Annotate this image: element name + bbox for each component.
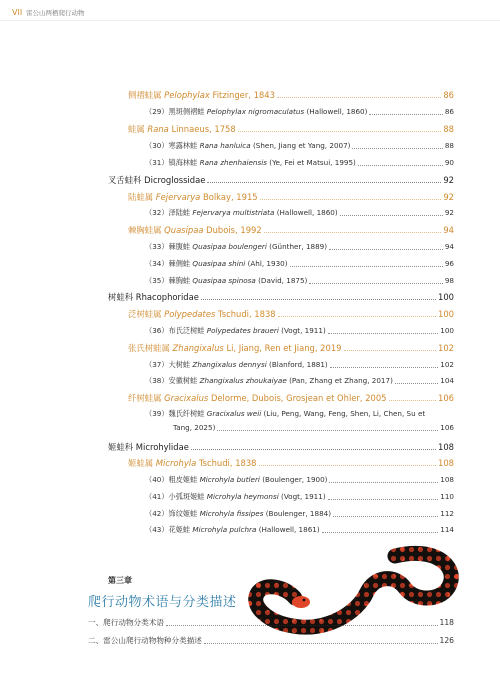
latin-name: Microhylidae xyxy=(135,442,189,452)
section-title: 二、雷公山爬行动物物种分类描述 xyxy=(88,636,202,645)
latin-name: Microhyla xyxy=(155,458,197,468)
author-citation: (Hallowell, 1860) xyxy=(306,107,368,116)
latin-name: Dicroglossidae xyxy=(144,175,206,185)
chinese-name: 姬蛙科 xyxy=(108,442,134,452)
chinese-name: 叉舌蛙科 xyxy=(108,175,142,185)
author-citation: (David, 1875) xyxy=(258,276,308,285)
chinese-name: 姬蛙属 xyxy=(128,458,154,468)
toc-entry-label xyxy=(145,374,393,388)
chinese-name: 镇海林蛙 xyxy=(168,158,198,167)
leader-dots xyxy=(358,164,443,166)
chinese-name: 纤树蛙属 xyxy=(128,393,162,403)
leader-dots xyxy=(290,265,443,267)
toc-entry-label xyxy=(145,139,350,153)
toc-page-number: 92 xyxy=(443,192,454,202)
leader-dots xyxy=(277,96,441,98)
author-citation: (Vogt, 1911) xyxy=(281,492,326,501)
running-title: 雷公山两栖爬行动物 xyxy=(26,9,85,17)
toc-page-number: 88 xyxy=(443,124,454,134)
chinese-name: 黑斑侧褶蛙 xyxy=(168,107,205,116)
author-citation: Linnaeus, 1758 xyxy=(171,124,236,134)
leader-dots xyxy=(333,515,438,517)
leader-dots xyxy=(328,498,439,500)
latin-name: Rhacophoridae xyxy=(135,292,199,302)
toc-page-number: 96 xyxy=(444,259,454,268)
leader-dots xyxy=(344,349,437,351)
chinese-name: 树蛙科 xyxy=(108,292,134,302)
latin-name: Rana hanluica xyxy=(199,141,251,150)
author-citation: (Shen, Jiang et Yang, 2007) xyxy=(252,141,351,150)
toc-entry-label xyxy=(145,507,331,521)
toc-page-number: 88 xyxy=(444,141,454,150)
chapter-title: 爬行动物术语与分类描述 xyxy=(88,595,237,610)
toc-page-number: 110 xyxy=(440,492,454,501)
author-citation: Li, Jiang, Ren et Jiang, 2019 xyxy=(226,343,342,353)
toc-entry-label xyxy=(128,223,262,237)
toc-page-number: 86 xyxy=(444,107,454,116)
latin-name: Gracixalus xyxy=(164,393,209,403)
page-number: VII xyxy=(12,8,23,17)
latin-name: Gracixalus weii xyxy=(206,409,262,418)
author-citation: Delorme, Dubois, Grosjean et Ohler, 2005 xyxy=(210,393,387,403)
toc-page-number: 108 xyxy=(438,442,454,452)
chinese-name: 小弧斑姬蛙 xyxy=(168,492,205,501)
chapter-section-entry[interactable] xyxy=(88,634,454,648)
toc-entry-label xyxy=(145,257,288,271)
toc-entry-species[interactable] xyxy=(145,139,454,153)
author-citation: Dubois, 1992 xyxy=(206,225,262,235)
toc-entry-family[interactable] xyxy=(108,440,454,454)
toc-entry-continuation[interactable] xyxy=(173,421,454,435)
toc-entry-genus[interactable] xyxy=(128,456,454,470)
latin-name: Rana zhenhaiensis xyxy=(199,158,267,167)
toc-page-number: 114 xyxy=(440,525,454,534)
toc-entry-species[interactable] xyxy=(145,507,454,521)
toc-page-number: 102 xyxy=(440,360,454,369)
latin-name: Polypedates xyxy=(164,309,216,319)
toc-entry-label xyxy=(145,523,320,537)
toc-page-number: 90 xyxy=(444,158,454,167)
toc-entry-species[interactable] xyxy=(145,407,454,421)
author-citation: (Ye, Fei et Matsui, 1995) xyxy=(269,158,356,167)
latin-name: Microhyla fissipes xyxy=(199,509,264,518)
species-number: （36） xyxy=(145,326,169,335)
author-citation: (Boulenger, 1884) xyxy=(265,509,332,518)
chinese-name: 蛙属 xyxy=(128,124,145,134)
latin-name: Zhangixalus zhoukaiyae xyxy=(199,376,287,385)
author-citation: Tschudi, 1838 xyxy=(198,458,257,468)
toc-entry-genus[interactable] xyxy=(128,391,454,405)
chinese-name: 大树蛙 xyxy=(168,360,191,369)
latin-name: Microhyla pulchra xyxy=(192,525,257,534)
toc-entry-species[interactable] xyxy=(145,358,454,372)
chinese-name: 泽陆蛙 xyxy=(168,208,191,217)
author-citation: Tschudi, 1838 xyxy=(218,309,276,319)
species-number: （35） xyxy=(145,276,169,285)
author-citation: (Liu, Peng, Wang, Feng, Shen, Li, Chen, Su et xyxy=(263,409,426,418)
toc-page-number: 86 xyxy=(443,90,454,100)
toc-page-number: 106 xyxy=(440,423,454,432)
toc-entry-label xyxy=(145,490,326,504)
toc-entry-species[interactable] xyxy=(145,490,454,504)
chinese-name: 安徽树蛙 xyxy=(168,376,198,385)
author-citation: (Hallowell, 1860) xyxy=(276,208,338,217)
species-number: （30） xyxy=(145,141,169,150)
toc-entry-species[interactable] xyxy=(145,473,454,487)
toc-entry-label xyxy=(108,290,199,304)
chinese-name: 陆蛙属 xyxy=(128,192,154,202)
toc-entry-species[interactable] xyxy=(145,105,454,119)
toc-entry-label xyxy=(108,440,189,454)
author-citation: Bolkay, 1915 xyxy=(202,192,258,202)
leader-dots xyxy=(329,481,438,483)
chinese-name: 寒露林蛙 xyxy=(168,141,198,150)
toc-entry-label xyxy=(128,122,236,136)
chinese-name: 棘腹蛙 xyxy=(168,242,191,251)
latin-name: Microhyla heymonsi xyxy=(206,492,279,501)
chinese-name: 张氏树蛙属 xyxy=(128,343,170,353)
section-title: 一、爬行动物分类术语 xyxy=(88,618,164,627)
species-number: （29） xyxy=(145,107,169,116)
leader-dots xyxy=(329,248,443,250)
leader-dots xyxy=(217,429,438,431)
latin-name: Zhangixalus xyxy=(172,343,224,353)
chinese-name: 花姬蛙 xyxy=(168,525,191,534)
species-number: （43） xyxy=(145,525,169,534)
chinese-name: 棘胸蛙 xyxy=(168,276,191,285)
leader-dots xyxy=(322,531,439,533)
toc-entry-label xyxy=(145,240,327,254)
leader-dots xyxy=(309,282,442,284)
toc-entry-species[interactable] xyxy=(145,257,454,271)
latin-name: Quasipaa spinosa xyxy=(192,276,256,285)
section-page-number: 126 xyxy=(439,636,454,645)
leader-dots xyxy=(207,181,441,183)
leader-dots xyxy=(264,231,442,233)
leader-dots xyxy=(340,214,443,216)
toc-entry-label xyxy=(128,190,258,204)
author-citation: (Blanford, 1881) xyxy=(269,360,328,369)
chinese-name: 魏氏纤树蛙 xyxy=(168,409,205,418)
author-citation: Fitzinger, 1843 xyxy=(212,90,275,100)
leader-dots xyxy=(389,399,436,401)
toc-page-number: 104 xyxy=(440,376,454,385)
toc-entry-label xyxy=(128,341,342,355)
toc-entry-genus[interactable] xyxy=(128,88,454,102)
leader-dots xyxy=(278,315,436,317)
chinese-name: 棘胸蛙属 xyxy=(128,225,162,235)
chinese-name: 棘侧蛙 xyxy=(168,259,191,268)
toc-page-number: 92 xyxy=(443,175,454,185)
toc-entry-genus[interactable] xyxy=(128,341,454,355)
toc-page-number: 108 xyxy=(438,458,454,468)
species-number: （42） xyxy=(145,509,169,518)
chinese-name: 粗皮姬蛙 xyxy=(168,475,198,484)
leader-dots xyxy=(204,642,438,644)
latin-name: Quasipaa shini xyxy=(192,259,246,268)
chapter-label: 第三章 xyxy=(108,576,132,585)
page-header xyxy=(0,0,500,21)
species-number: （31） xyxy=(145,158,169,167)
latin-name: Rana xyxy=(147,124,169,134)
latin-name: Polypedates braueri xyxy=(206,326,279,335)
toc-entry-label xyxy=(128,307,276,321)
toc-entry-label xyxy=(145,358,328,372)
leader-dots xyxy=(328,332,439,334)
leader-dots xyxy=(369,113,442,115)
toc-entry-label xyxy=(128,456,257,470)
snake-head xyxy=(292,596,310,608)
author-citation: (Boulenger, 1900) xyxy=(262,475,328,484)
toc-entry-species[interactable] xyxy=(145,206,454,220)
toc-page-number: 112 xyxy=(440,509,454,518)
species-number: （34） xyxy=(145,259,169,268)
toc-page-number: 94 xyxy=(444,242,454,251)
leader-dots xyxy=(330,366,439,368)
toc-entry-species[interactable] xyxy=(145,274,454,288)
chinese-name: 饰纹姬蛙 xyxy=(168,509,198,518)
toc-entry-genus[interactable] xyxy=(128,122,454,136)
author-citation: (Vogt, 1911) xyxy=(281,326,326,335)
toc-entry-family[interactable] xyxy=(108,290,454,304)
species-number: （41） xyxy=(145,492,169,501)
toc-entry-species[interactable] xyxy=(145,523,454,537)
toc-entry-label xyxy=(145,407,425,421)
chinese-name: 泛树蛙属 xyxy=(128,309,162,319)
toc-page-number: 100 xyxy=(438,292,454,302)
toc-page-number: 98 xyxy=(444,276,454,285)
toc-page-number: 108 xyxy=(440,475,454,484)
leader-dots xyxy=(238,130,442,132)
section-page-number: 118 xyxy=(439,618,454,627)
toc-entry-label xyxy=(145,324,326,338)
toc-page-number: 106 xyxy=(438,393,454,403)
toc-page-number: 100 xyxy=(438,309,454,319)
species-number: （38） xyxy=(145,376,169,385)
toc-page-number: 100 xyxy=(440,326,454,335)
leader-dots xyxy=(260,198,442,200)
toc-entry-text: Tang, 2025) xyxy=(173,423,216,432)
toc-entry-species[interactable] xyxy=(145,156,454,170)
toc-page-number: 102 xyxy=(438,343,454,353)
toc-page-number: 94 xyxy=(443,225,454,235)
latin-name: Pelophylax xyxy=(164,90,210,100)
species-number: （40） xyxy=(145,475,169,484)
latin-name: Pelophylax nigromaculatus xyxy=(206,107,305,116)
author-citation: (Günther, 1889) xyxy=(269,242,328,251)
toc-page-number: 92 xyxy=(444,208,454,217)
latin-name: Zhangixalus dennysi xyxy=(192,360,267,369)
species-number: （32） xyxy=(145,208,169,217)
latin-name: Fejervarya xyxy=(155,192,201,202)
toc-entry-family[interactable] xyxy=(108,173,454,187)
toc-entry-label xyxy=(145,274,307,288)
author-citation: (Ahl, 1930) xyxy=(247,259,288,268)
latin-name: Microhyla butleri xyxy=(199,475,260,484)
leader-dots xyxy=(191,448,436,450)
toc-entry-genus[interactable] xyxy=(128,307,454,321)
leader-dots xyxy=(166,624,438,626)
toc-entry-species[interactable] xyxy=(145,324,454,338)
latin-name: Fejervarya multistriata xyxy=(192,208,275,217)
toc-entry-label xyxy=(145,206,338,220)
toc-entry-label xyxy=(128,88,275,102)
leader-dots xyxy=(259,464,436,466)
species-number: （39） xyxy=(145,409,169,418)
species-number: （37） xyxy=(145,360,169,369)
author-citation: (Hallowell, 1861) xyxy=(258,525,320,534)
chinese-name: 布氏泛树蛙 xyxy=(168,326,205,335)
toc-entry-species[interactable] xyxy=(145,374,454,388)
toc-entry-label xyxy=(145,156,356,170)
toc-entry-genus[interactable] xyxy=(128,190,454,204)
species-number: （33） xyxy=(145,242,169,251)
toc-entry-label xyxy=(145,105,367,119)
toc-entry-species[interactable] xyxy=(145,240,454,254)
toc-entry-label xyxy=(108,173,205,187)
toc-entry-genus[interactable] xyxy=(128,223,454,237)
toc-entry-label xyxy=(128,391,387,405)
leader-dots xyxy=(395,382,438,384)
chinese-name: 侧褶蛙属 xyxy=(128,90,162,100)
leader-dots xyxy=(352,147,442,149)
leader-dots xyxy=(201,298,436,300)
author-citation: (Pan, Zhang et Zhang, 2017) xyxy=(289,376,393,385)
latin-name: Quasipaa boulengeri xyxy=(192,242,267,251)
toc-entry-label xyxy=(145,473,327,487)
chapter-section-entry[interactable] xyxy=(88,616,454,630)
latin-name: Quasipaa xyxy=(164,225,204,235)
